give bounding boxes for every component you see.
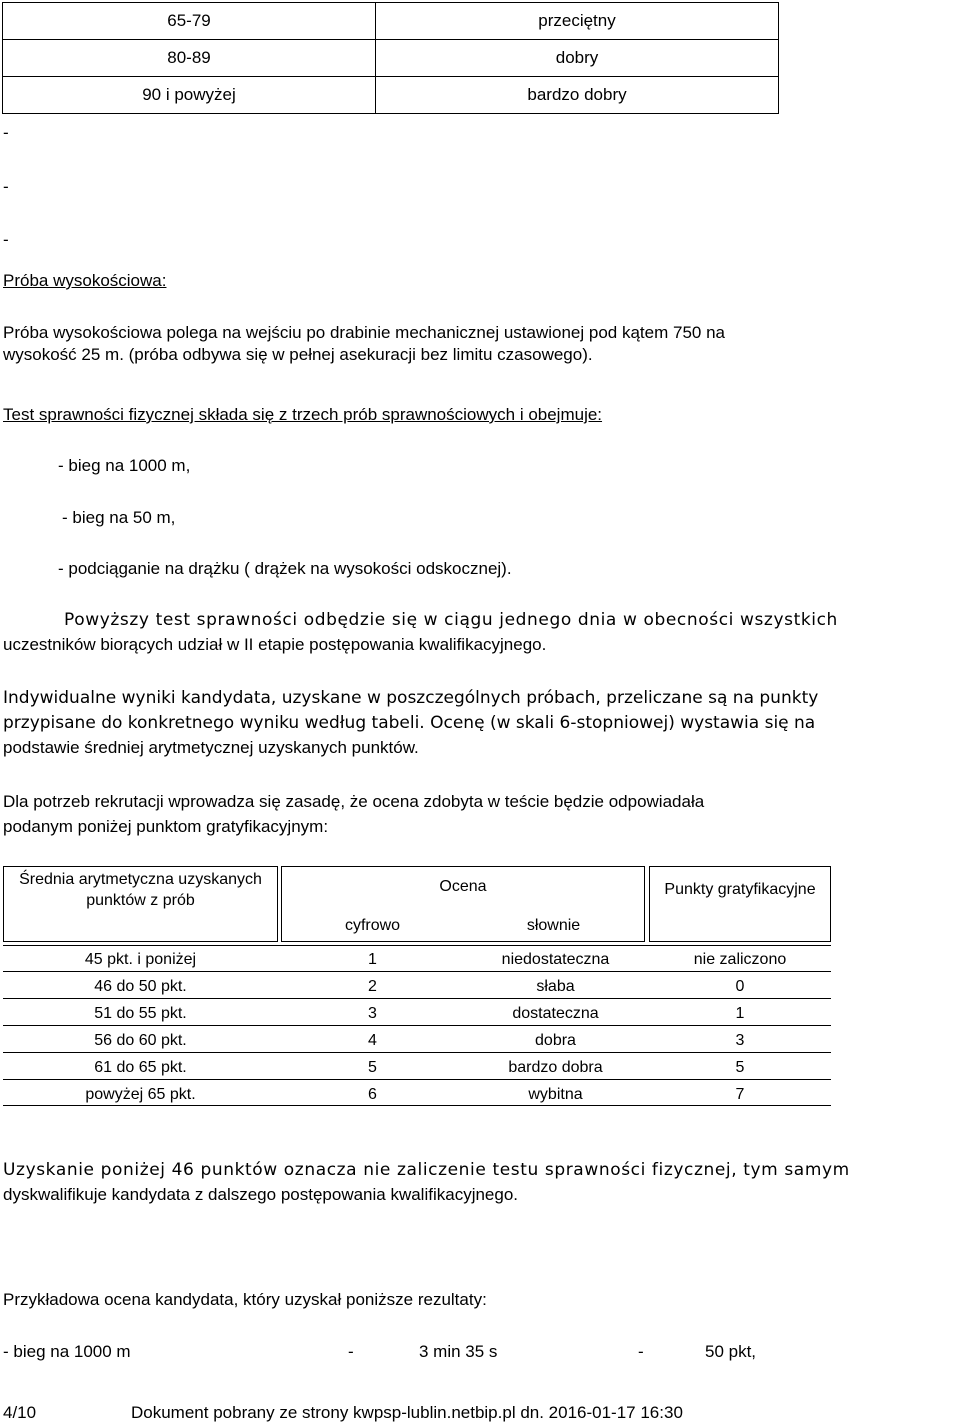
- bonus-cell: 5: [735, 1059, 745, 1076]
- range-cell: 45 pkt. i poniżej: [84, 951, 197, 968]
- paragraph-line: Indywidualne wyniki kandydata, uzyskane w poszczególnych próbach, przeliczane są na punkty: [3, 688, 819, 708]
- example-discipline: - bieg na 1000 m: [3, 1342, 131, 1361]
- word-cell: wybitna: [528, 1086, 583, 1103]
- points-cell: 65-79: [3, 3, 376, 40]
- word-cell: słaba: [536, 978, 575, 995]
- list-item: - podciąganie na drążku ( drążek na wysokości odskocznej).: [58, 559, 512, 578]
- range-cell: 51 do 55 pkt.: [94, 1005, 187, 1022]
- grade-cell: dobry: [376, 40, 779, 77]
- paragraph-line: dyskwalifikuje kandydata z dalszego postępowania kwalifikacyjnego.: [3, 1185, 519, 1204]
- paragraph-line: Uzyskanie poniżej 46 punktów oznacza nie zaliczenie testu sprawności fizycznej, tym samym: [3, 1160, 850, 1180]
- points-cell: 90 i powyżej: [3, 77, 376, 114]
- paragraph-line: podanym poniżej punktom gratyfikacyjnym:: [3, 817, 329, 836]
- grade-cell: bardzo dobry: [376, 77, 779, 114]
- digit-cell: 5: [368, 1059, 377, 1076]
- header-label: Średnia arytmetyczna uzyskanych: [19, 871, 262, 888]
- range-cell: 61 do 65 pkt.: [94, 1059, 187, 1076]
- header-label: Punkty gratyfikacyjne: [664, 881, 816, 898]
- example-separator: -: [638, 1342, 644, 1361]
- grade-cell: przeciętny: [376, 3, 779, 40]
- paragraph-line: Próba wysokościowa polega na wejściu po drabinie mechanicznej ustawionej pod kątem 750 na: [3, 323, 725, 342]
- table-row: [3, 40, 779, 77]
- range-cell: 46 do 50 pkt.: [94, 978, 187, 995]
- example-result: 3 min 35 s: [419, 1342, 498, 1361]
- bonus-cell: nie zaliczono: [693, 951, 787, 968]
- points-cell: 80-89: [3, 40, 376, 77]
- grade-range-table: [2, 2, 779, 114]
- digit-cell: 1: [368, 951, 377, 968]
- header-cell-bonus: [649, 866, 831, 942]
- digit-cell: 3: [368, 1005, 377, 1022]
- word-cell: niedostateczna: [501, 951, 610, 968]
- list-dash: -: [3, 177, 9, 196]
- digit-cell: 2: [368, 978, 377, 995]
- list-item: - bieg na 50 m,: [62, 508, 176, 527]
- table-row: [3, 77, 779, 114]
- table-row: [3, 3, 779, 40]
- paragraph-line: wysokość 25 m. (próba odbywa się w pełnej asekuracji bez limitu czasowego).: [3, 345, 593, 364]
- example-separator: -: [348, 1342, 354, 1361]
- section-title: Próba wysokościowa:: [3, 271, 167, 290]
- example-heading: Przykładowa ocena kandydata, który uzyskał poniższe rezultaty:: [3, 1290, 487, 1309]
- word-cell: dobra: [535, 1032, 576, 1049]
- paragraph-line: przypisane do konkretnego wyniku według tabeli. Ocenę (w skali 6-stopniowej) wystawia się na: [3, 713, 816, 733]
- header-label: Ocena: [439, 878, 487, 895]
- header-label: punktów z prób: [86, 892, 195, 909]
- example-points: 50 pkt,: [705, 1342, 757, 1361]
- range-cell: powyżej 65 pkt.: [85, 1086, 196, 1103]
- list-item: - bieg na 1000 m,: [58, 456, 191, 475]
- list-dash: -: [3, 230, 9, 249]
- word-cell: bardzo dobra: [508, 1059, 603, 1076]
- header-label: słownie: [526, 917, 581, 934]
- digit-cell: 4: [368, 1032, 377, 1049]
- paragraph-line: Dla potrzeb rekrutacji wprowadza się zasadę, że ocena zdobyta w teście będzie odpowiadała: [3, 792, 705, 811]
- range-cell: 56 do 60 pkt.: [94, 1032, 187, 1049]
- bonus-cell: 1: [735, 1005, 745, 1022]
- paragraph-line: uczestników biorących udział w II etapie postępowania kwalifikacyjnego.: [3, 635, 547, 654]
- header-cell-average: [3, 866, 278, 942]
- header-label: cyfrowo: [344, 917, 401, 934]
- footer-source: Dokument pobrany ze strony kwpsp-lublin.netbip.pl dn. 2016-01-17 16:30: [131, 1403, 683, 1422]
- bonus-cell: 3: [735, 1032, 745, 1049]
- list-dash: -: [3, 123, 9, 142]
- word-cell: dostateczna: [512, 1005, 599, 1022]
- test-heading: Test sprawności fizycznej składa się z trzech prób sprawnościowych i obejmuje:: [3, 405, 603, 424]
- header-cell-grade: [281, 866, 645, 942]
- bonus-cell: 7: [735, 1086, 745, 1103]
- digit-cell: 6: [368, 1086, 377, 1103]
- paragraph-line: Powyższy test sprawności odbędzie się w ciągu jednego dnia w obecności wszystkich: [64, 610, 838, 630]
- paragraph-line: podstawie średniej arytmetycznej uzyskanych punktów.: [3, 738, 419, 757]
- bonus-cell: 0: [735, 978, 745, 995]
- page-number: 4/10: [3, 1403, 37, 1422]
